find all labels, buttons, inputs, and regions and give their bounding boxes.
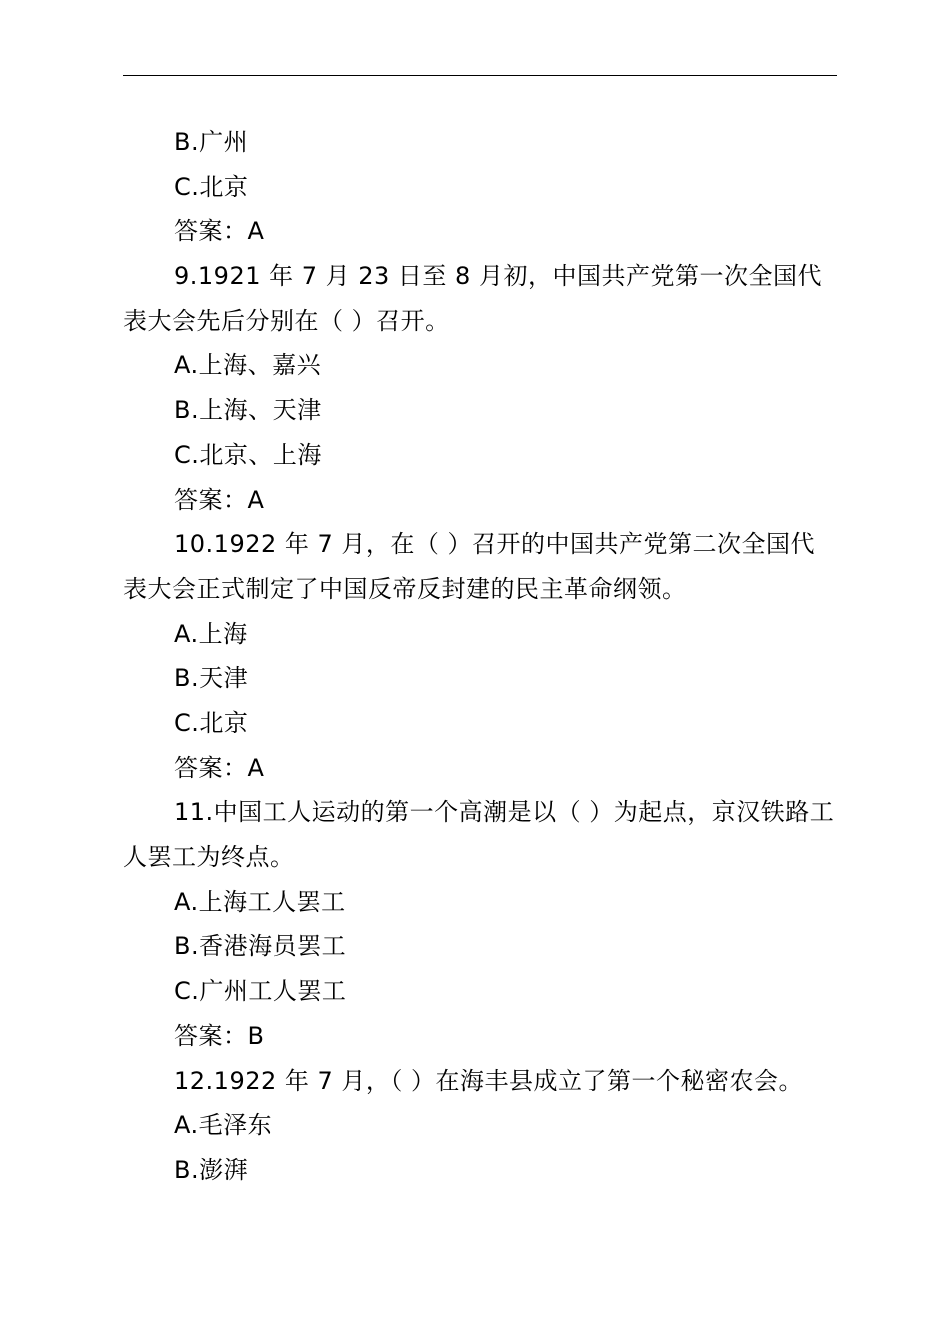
question-stem: 11.中国工人运动的第一个高潮是以（ ）为起点，京汉铁路工人罢工为终点。 <box>123 798 835 872</box>
option-line: C.北京、上海 <box>174 440 322 469</box>
option-line: B.广州 <box>174 128 249 156</box>
option-line: C.广州工人罢工 <box>174 977 347 1006</box>
answer-line: 答案：A <box>174 753 265 782</box>
question-12 <box>123 1059 837 1193</box>
question-stem: 12.1922 年 7 月，（ ）在海丰县成立了第一个秘密农会。 <box>174 1066 804 1095</box>
option-line: B.澎湃 <box>174 1155 249 1184</box>
document-body <box>123 120 837 1193</box>
answer-line: 答案：A <box>174 485 265 514</box>
header-rule <box>123 75 837 76</box>
option-line: C.北京 <box>174 709 249 737</box>
option-line: A.上海、嘉兴 <box>174 351 322 380</box>
option-line: B.天津 <box>174 664 249 693</box>
question-stem: 9.1921 年 7 月 23 日至 8 月初，中国共产党第一次全国代表大会先后分别在（ ）召开。 <box>123 262 822 335</box>
option-line: A.毛泽东 <box>174 1111 273 1140</box>
question-10 <box>123 522 837 790</box>
question-9 <box>123 254 837 522</box>
option-line: B.上海、天津 <box>174 396 322 425</box>
answer-line: 答案：B <box>174 1021 265 1050</box>
option-line: C.北京 <box>174 172 249 201</box>
option-line: B.香港海员罢工 <box>174 932 347 961</box>
question-11 <box>123 790 837 1058</box>
option-line: A.上海 <box>174 619 248 648</box>
option-line: A.上海工人罢工 <box>174 887 346 916</box>
answer-line: 答案：A <box>174 217 265 246</box>
question-stem: 10.1922 年 7 月，在（ ）召开的中国共产党第二次全国代表大会正式制定了中国反帝反封建的民主革命纲领。 <box>123 530 816 603</box>
